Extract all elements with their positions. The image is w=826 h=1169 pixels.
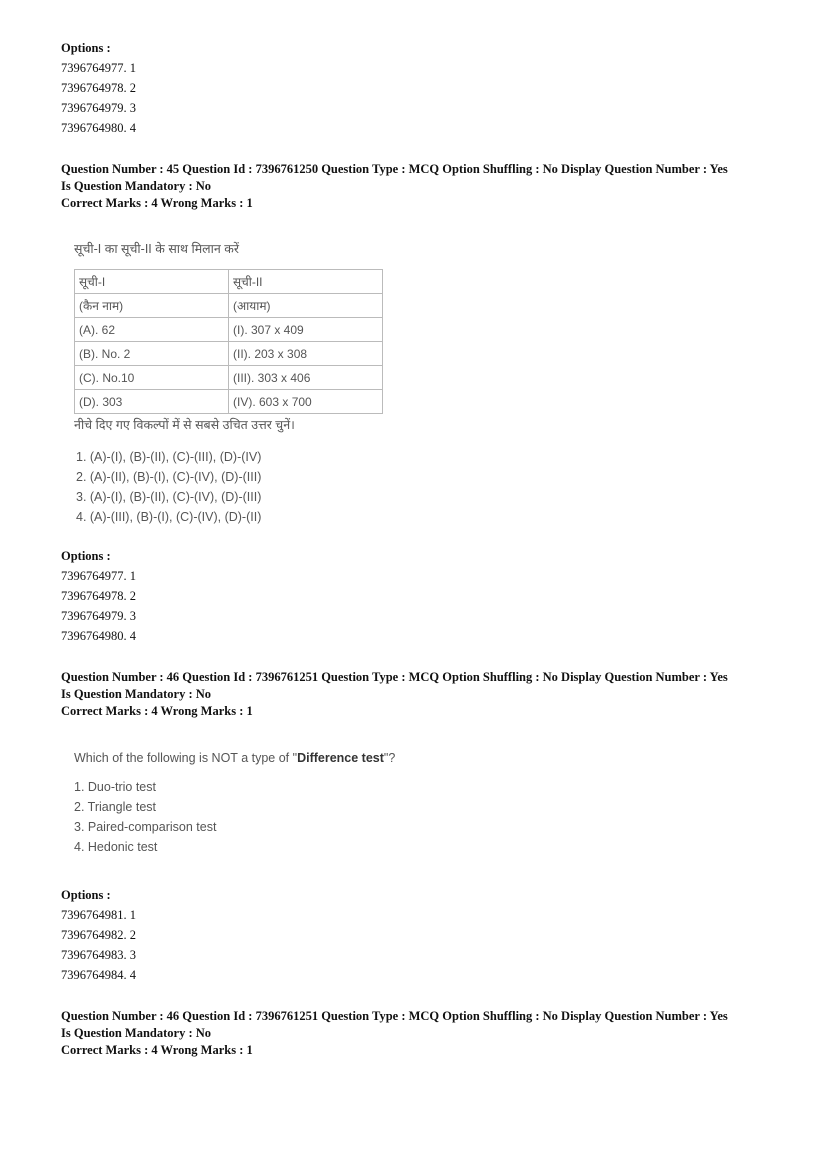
table-cell: (कैन नाम) <box>75 294 229 318</box>
option-item: 7396764978. 2 <box>61 589 136 603</box>
table-row <box>75 366 383 390</box>
answer-choice: 1. (A)-(I), (B)-(II), (C)-(III), (D)-(IV) <box>76 450 262 464</box>
instruction-text: नीचे दिए गए विकल्पों में से सबसे उचित उत्तर चुनें। <box>74 418 295 432</box>
mandatory-line: Is Question Mandatory : No <box>61 1026 212 1040</box>
options-block-45 <box>61 546 136 646</box>
table-row <box>75 318 383 342</box>
option-item: 7396764983. 3 <box>61 948 136 962</box>
table-cell: (I). 307 x 409 <box>229 318 383 342</box>
options-title: Options : <box>61 888 111 902</box>
table-cell: (C). No.10 <box>75 366 229 390</box>
answer-choice: 3. Paired-comparison test <box>74 820 217 834</box>
option-item: 7396764980. 4 <box>61 121 136 135</box>
options-title: Options : <box>61 549 111 563</box>
question-meta-line: Question Number : 46 Question Id : 7396761251 Question Type : MCQ Option Shuffling : No Display Question Number : Yes <box>61 1009 728 1023</box>
option-item: 7396764979. 3 <box>61 609 136 623</box>
table-row <box>75 390 383 414</box>
options-block-46 <box>61 885 136 985</box>
option-item: 7396764980. 4 <box>61 629 136 643</box>
answer-choice: 3. (A)-(I), (B)-(II), (C)-(IV), (D)-(III) <box>76 490 262 504</box>
table-row <box>75 342 383 366</box>
table-cell: सूची-I <box>75 270 229 294</box>
option-item: 7396764977. 1 <box>61 569 136 583</box>
answer-choices <box>76 447 383 527</box>
answer-choice: 2. (A)-(II), (B)-(I), (C)-(IV), (D)-(III) <box>76 470 262 484</box>
table-cell: (A). 62 <box>75 318 229 342</box>
match-table <box>74 269 383 414</box>
answer-choice: 1. Duo-trio test <box>74 780 156 794</box>
option-item: 7396764984. 4 <box>61 968 136 982</box>
table-row <box>75 294 383 318</box>
question-45-content <box>64 240 383 527</box>
answer-choice: 2. Triangle test <box>74 800 156 814</box>
answer-choices <box>74 777 395 857</box>
table-row <box>75 270 383 294</box>
options-block-top <box>61 38 136 138</box>
question-stem: Which of the following is NOT a type of "Difference test"? <box>74 751 396 765</box>
mandatory-line: Is Question Mandatory : No <box>61 179 212 193</box>
table-cell: (IV). 603 x 700 <box>229 390 383 414</box>
table-cell: (III). 303 x 406 <box>229 366 383 390</box>
question-46-meta-repeat <box>61 1008 728 1059</box>
mandatory-line: Is Question Mandatory : No <box>61 687 212 701</box>
option-item: 7396764978. 2 <box>61 81 136 95</box>
option-item: 7396764979. 3 <box>61 101 136 115</box>
question-meta-line: Question Number : 46 Question Id : 7396761251 Question Type : MCQ Option Shuffling : No Display Question Number : Yes <box>61 670 728 684</box>
table-cell: सूची-II <box>229 270 383 294</box>
option-item: 7396764982. 2 <box>61 928 136 942</box>
table-cell: (D). 303 <box>75 390 229 414</box>
question-46-content <box>74 751 395 857</box>
table-cell: (B). No. 2 <box>75 342 229 366</box>
marks-line: Correct Marks : 4 Wrong Marks : 1 <box>61 1043 253 1057</box>
question-46-meta <box>61 669 728 720</box>
marks-line: Correct Marks : 4 Wrong Marks : 1 <box>61 704 253 718</box>
marks-line: Correct Marks : 4 Wrong Marks : 1 <box>61 196 253 210</box>
question-45-meta <box>61 161 728 212</box>
options-title: Options : <box>61 41 111 55</box>
option-item: 7396764981. 1 <box>61 908 136 922</box>
question-meta-line: Question Number : 45 Question Id : 7396761250 Question Type : MCQ Option Shuffling : No Display Question Number : Yes <box>61 162 728 176</box>
table-cell: (II). 203 x 308 <box>229 342 383 366</box>
option-item: 7396764977. 1 <box>61 61 136 75</box>
question-stem: सूची-I का सूची-II के साथ मिलान करें <box>74 242 240 256</box>
table-cell: (आयाम) <box>229 294 383 318</box>
answer-choice: 4. Hedonic test <box>74 840 158 854</box>
answer-choice: 4. (A)-(III), (B)-(I), (C)-(IV), (D)-(II) <box>76 510 262 524</box>
